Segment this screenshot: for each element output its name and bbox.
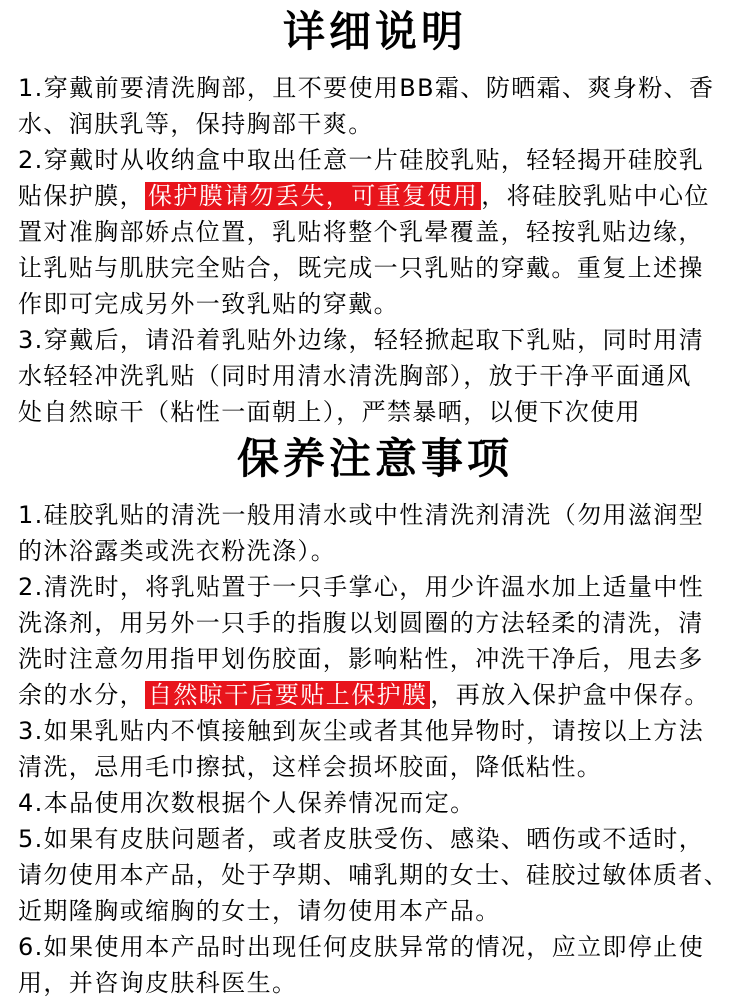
text-line: 洗时注意勿用指甲划伤胶面，影响粘性，冲洗干净后，甩去多 [18,645,704,673]
section-title-details: 详细说明 [282,7,467,56]
text-line: 3.穿戴后，请沿着乳贴外边缘，轻轻掀起取下乳贴，同时用清 [18,326,705,354]
text-line: 置对准胸部娇点位置，乳贴将整个乳晕覆盖，轻按乳贴边缘， [18,218,704,246]
text-line-with-highlight [18,677,740,713]
text-line: 3.如果乳贴内不慎接触到灰尘或者其他异物时，请按以上方法 [18,717,705,745]
text-line: 1.穿戴前要清洗胸部，且不要使用BB霜、防晒霜、爽身粉、香 [18,74,715,102]
highlight-apply-film: 自然晾干后要贴上保护膜 [145,681,430,709]
text-segment: ，再放入保护盒中保存。 [430,681,710,709]
text-line: 2.清洗时，将乳贴置于一只手掌心，用少许温水加上适量中性 [18,573,705,601]
text-line: 6.如果使用本产品时出现任何皮肤异常的情况，应立即停止使 [18,933,705,961]
text-line: 5.如果有皮肤问题者，或者皮肤受伤、感染、晒伤或不适时， [18,825,705,853]
text-line: 作即可完成另外一致乳贴的穿戴。 [18,290,399,318]
text-line: 用，并咨询皮肤科医生。 [18,969,298,997]
text-line: 4.本品使用次数根据个人保养情况而定。 [18,789,476,817]
text-line: 2.穿戴时从收纳盒中取出任意一片硅胶乳贴，轻轻揭开硅胶乳 [18,146,705,174]
text-line: 1.硅胶乳贴的清洗一般用清水或中性清洗剂清洗（勿用滋润型 [18,501,705,529]
text-line: 请勿使用本产品，处于孕期、哺乳期的女士、硅胶过敏体质者、 [18,861,730,889]
text-line: 近期隆胸或缩胸的女士，请勿使用本产品。 [18,897,501,925]
text-line: 让乳贴与肌肤完全贴合，既完成一只乳贴的穿戴。重复上述操 [18,254,704,282]
care-body [18,497,740,1001]
text-line-with-highlight [18,178,740,214]
section-title-care: 保养注意事项 [236,434,513,483]
text-line: 的沐浴露类或洗衣粉洗涤）。 [18,537,337,565]
text-line: 清洗，忌用毛巾擦拭，这样会损坏胶面，降低粘性。 [18,753,603,781]
text-line: 水轻轻冲洗乳贴（同时用清水清洗胸部），放于干净平面通风 [18,362,692,390]
text-line: 洗涤剂，用另外一只手的指腹以划圆圈的方法轻柔的清洗，清 [18,609,704,637]
details-body [18,70,740,430]
text-segment: 余的水分， [18,681,145,709]
text-line: 水、润肤乳等，保持胸部干爽。 [18,110,374,138]
text-segment: ，将硅胶乳贴中心位 [481,182,710,210]
highlight-reusable-film: 保护膜请勿丢失，可重复使用 [145,182,481,210]
text-line: 处自然晾干（粘性一面朝上），严禁暴晒，以便下次使用 [18,398,641,426]
text-segment: 贴保护膜， [18,182,145,210]
